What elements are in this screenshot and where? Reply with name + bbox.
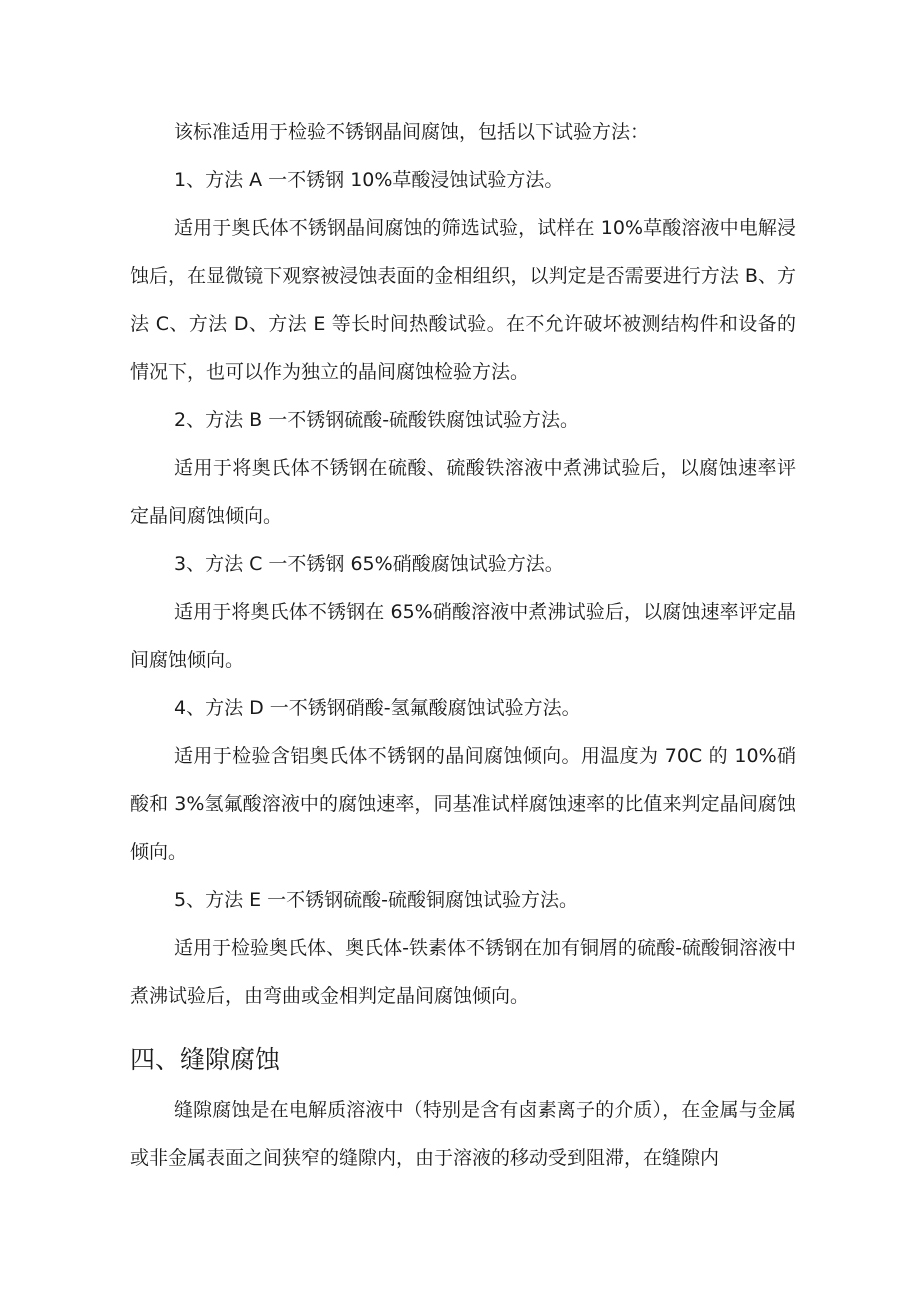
method-a-description: 适用于奥氏体不锈钢晶间腐蚀的筛选试验，试样在 10%草酸溶液中电解浸蚀后，在显微镜下观察被浸蚀表面的金相组织，以判定是否需要进行方法 B、方法 C、方法 D、方法 E 等长时间热酸试验。在不允许破坏被测结构件和设备的情况下，也可以作为独立的晶间腐蚀检验方法。: [130, 217, 796, 383]
method-c-description: 适用于将奥氏体不锈钢在 65%硝酸溶液中煮沸试验后，以腐蚀速率评定晶间腐蚀倾向。: [130, 601, 796, 671]
method-e-title: 5、方法 E 一不锈钢硫酸-硫酸铜腐蚀试验方法。: [174, 889, 579, 911]
section-paragraph: 缝隙腐蚀是在电解质溶液中（特别是含有卤素离子的介质），在金属与金属或非金属表面之间狭窄的缝隙内，由于溶液的移动受到阻滞，在缝隙内: [130, 1099, 796, 1169]
method-b-title: 2、方法 B 一不锈钢硫酸-硫酸铁腐蚀试验方法。: [174, 409, 580, 431]
method-c-title: 3、方法 C 一不锈钢 65%硝酸腐蚀试验方法。: [174, 553, 564, 575]
method-e-description: 适用于检验奥氏体、奥氏体-铁素体不锈钢在加有铜屑的硫酸-硫酸铜溶液中煮沸试验后，由弯曲或金相判定晶间腐蚀倾向。: [130, 937, 796, 1007]
intro-paragraph: 该标准适用于检验不锈钢晶间腐蚀，包括以下试验方法：: [174, 121, 650, 143]
method-a-title: 1、方法 A 一不锈钢 10%草酸浸蚀试验方法。: [174, 169, 564, 191]
section-heading: 四、缝隙腐蚀: [130, 1045, 281, 1074]
method-d-title: 4、方法 D 一不锈钢硝酸-氢氟酸腐蚀试验方法。: [174, 697, 581, 719]
method-d-description: 适用于检验含铝奥氏体不锈钢的晶间腐蚀倾向。用温度为 70C 的 10%硝酸和 3%氢氟酸溶液中的腐蚀速率，同基准试样腐蚀速率的比值来判定晶间腐蚀倾向。: [130, 745, 796, 863]
method-b-description: 适用于将奥氏体不锈钢在硫酸、硫酸铁溶液中煮沸试验后，以腐蚀速率评定晶间腐蚀倾向。: [130, 457, 796, 527]
